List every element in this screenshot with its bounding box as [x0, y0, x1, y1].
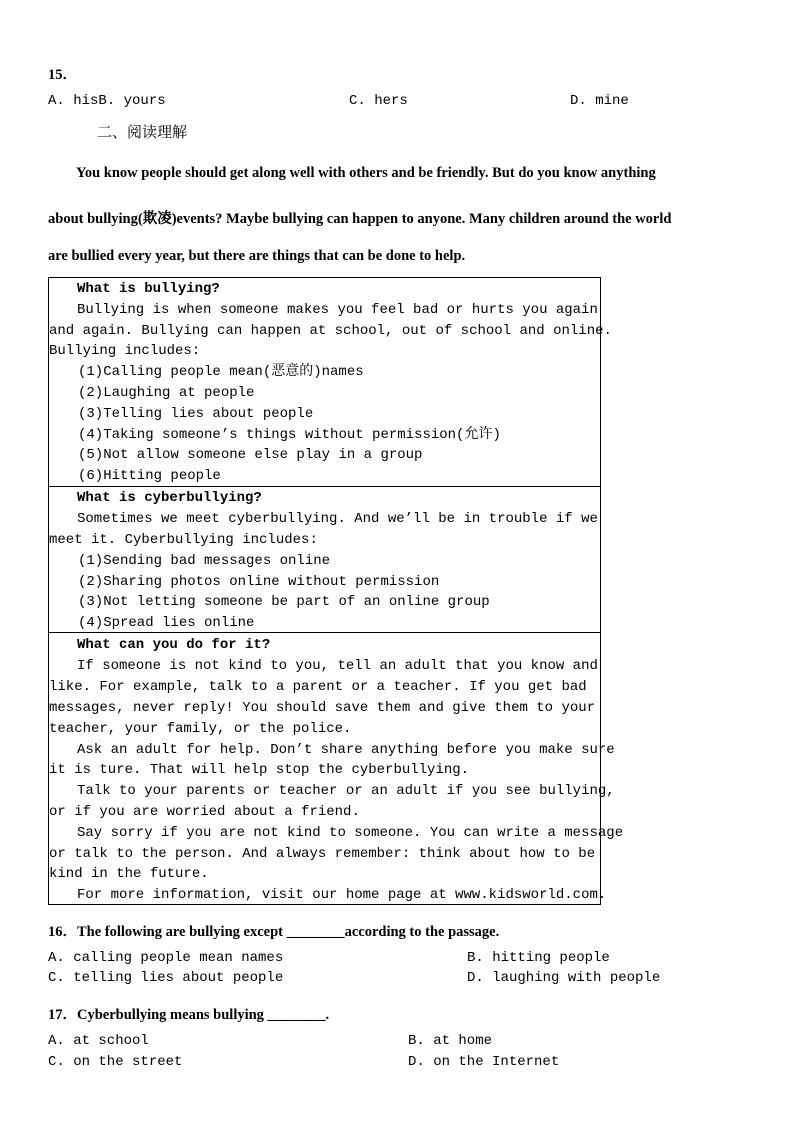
- q17-option-d: D. on the Internet: [408, 1054, 560, 1070]
- list-item: (3)Not letting someone be part of an online group: [78, 594, 490, 610]
- q16-option-d: D. laughing with people: [467, 970, 661, 986]
- q16-stem: 16．The following are bullying except ________according to the passage.: [48, 924, 500, 940]
- intro-line-2: about bullying(欺凌)events? Maybe bullying can happen to anyone. Many children around the world: [48, 211, 672, 227]
- q15-option-c: C. hers: [349, 93, 408, 109]
- q16-option-a: A. calling people mean names: [48, 950, 284, 966]
- what-to-do-box: [48, 632, 624, 905]
- list-item: (4)Taking someone’s things without permission(允许): [78, 427, 501, 443]
- text-line: Say sorry if you are not kind to someone. You can write a message: [77, 825, 624, 841]
- text-line: messages, never reply! You should save them and give them to your: [49, 700, 596, 716]
- text-line: If someone is not kind to you, tell an adult that you know and: [77, 658, 598, 674]
- text-line: or talk to the person. And always remember: think about how to be: [49, 846, 596, 862]
- bullying-definition-box: [48, 277, 612, 487]
- q17-option-c: C. on the street: [48, 1054, 183, 1070]
- q17-option-b: B. at home: [408, 1033, 493, 1049]
- text-line: Bullying includes:: [49, 343, 201, 359]
- text-line: it is ture. That will help stop the cyberbullying.: [49, 762, 470, 778]
- list-item: (2)Sharing photos online without permission: [78, 574, 440, 590]
- section-heading: What is bullying?: [77, 281, 220, 297]
- list-item: (1)Sending bad messages online: [78, 553, 331, 569]
- list-item: (2)Laughing at people: [78, 385, 255, 401]
- text-line: Bullying is when someone makes you feel bad or hurts you again: [77, 302, 598, 318]
- q16-option-b: B. hitting people: [467, 950, 610, 966]
- list-item: (6)Hitting people: [78, 468, 221, 484]
- q17-stem: 17．Cyberbullying means bullying ________.: [48, 1007, 330, 1023]
- list-item: (5)Not allow someone else play in a group: [78, 447, 423, 463]
- text-line: and again. Bullying can happen at school, out of school and online.: [49, 323, 612, 339]
- section-heading: What can you do for it?: [77, 637, 271, 653]
- q15-number: 15．: [48, 67, 77, 83]
- q16-option-c: C. telling lies about people: [48, 970, 284, 986]
- text-line: like. For example, talk to a parent or a teacher. If you get bad: [49, 679, 587, 695]
- text-line: For more information, visit our home page at www.kidsworld.com.: [77, 887, 607, 903]
- intro-line-1: You know people should get along well with others and be friendly. But do you know anything: [76, 165, 656, 181]
- cyberbullying-box: [48, 486, 601, 633]
- text-line: kind in the future.: [49, 866, 209, 882]
- text-line: or if you are worried about a friend.: [49, 804, 360, 820]
- text-line: meet it. Cyberbullying includes:: [49, 532, 318, 548]
- text-line: Talk to your parents or teacher or an adult if you see bullying,: [77, 783, 615, 799]
- q15-option-ab: A. hisB. yours: [48, 93, 166, 109]
- list-item: (4)Spread lies online: [78, 615, 255, 631]
- list-item: (3)Telling lies about people: [78, 406, 314, 422]
- text-line: teacher, your family, or the police.: [49, 721, 352, 737]
- text-line: Sometimes we meet cyberbullying. And we’ll be in trouble if we: [77, 511, 598, 527]
- q15-option-d: D. mine: [570, 93, 629, 109]
- intro-line-3: are bullied every year, but there are things that can be done to help.: [48, 248, 466, 264]
- text-line: Ask an adult for help. Don’t share anything before you make sure: [77, 742, 615, 758]
- section-title: 二、阅读理解: [97, 123, 188, 141]
- q17-option-a: A. at school: [48, 1033, 149, 1049]
- section-heading: What is cyberbullying?: [77, 490, 262, 506]
- list-item: (1)Calling people mean(恶意的)names: [78, 364, 364, 380]
